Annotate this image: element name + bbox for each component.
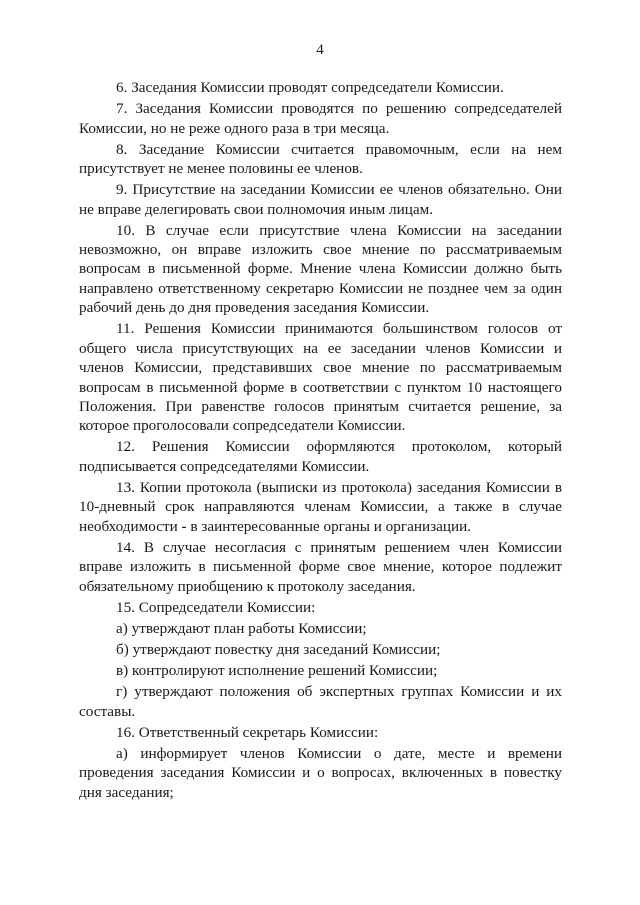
list-item-16a: а) информирует членов Комиссии о дате, месте и времени проведения заседания Комиссии и о вопросах, включенных в повестку дня заседания; [79, 744, 562, 801]
list-item-15b: б) утверждают повестку дня заседаний Комиссии; [116, 640, 441, 658]
paragraph-14: 14. В случае несогласия с принятым решением член Комиссии вправе изложить в письменной форме свое мнение, которое подлежит обязательному приобщению к протоколу заседания. [79, 538, 562, 595]
paragraph-10: 10. В случае если присутствие члена Комиссии на заседании невозможно, он вправе изложить свое мнение по рассматриваемым вопросам в письменной форме. Мнение члена Комиссии должно быть направлено ответственному секретарю Комиссии не позднее чем за один рабочий день до дня проведения заседания Комиссии. [79, 221, 562, 317]
list-item-15g: г) утверждают положения об экспертных группах Комиссии и их составы. [79, 683, 562, 720]
paragraph-8: 8. Заседание Комиссии считается правомочным, если на нем присутствует не менее половины ее членов. [79, 140, 562, 177]
document-body [79, 78, 562, 804]
paragraph-9: 9. Присутствие на заседании Комиссии ее членов обязательно. Они не вправе делегировать свои полномочия иным лицам. [79, 181, 562, 218]
paragraph-15: 15. Сопредседатели Комиссии: [116, 598, 316, 616]
list-item-15a: а) утверждают план работы Комиссии; [116, 619, 367, 637]
paragraph-7: 7. Заседания Комиссии проводятся по решению сопредседателей Комиссии, но не реже одного раза в три месяца. [79, 100, 562, 137]
page-number: 4 [316, 42, 324, 58]
paragraph-11: 11. Решения Комиссии принимаются большинством голосов от общего числа присутствующих на ее заседании членов Комиссии и членов Комиссии, представивших свое мнение по рассматриваемым вопросам в письменной форме в соответствии с пунктом 10 настоящего Положения. При равенстве голосов принятым считается решение, за которое проголосовали сопредседатели Комиссии. [79, 320, 562, 435]
paragraph-6: 6. Заседания Комиссии проводят сопредседатели Комиссии. [116, 79, 504, 96]
paragraph-16: 16. Ответственный секретарь Комиссии: [116, 723, 379, 741]
paragraph-12: 12. Решения Комиссии оформляются протоколом, который подписывается сопредседателями Комиссии. [79, 438, 562, 475]
paragraph-13: 13. Копии протокола (выписки из протокола) заседания Комиссии в 10-дневный срок направляются членам Комиссии, а также в случае необходимости - в заинтересованные органы и организации. [79, 478, 562, 535]
list-item-15v: в) контролируют исполнение решений Комиссии; [116, 662, 438, 680]
